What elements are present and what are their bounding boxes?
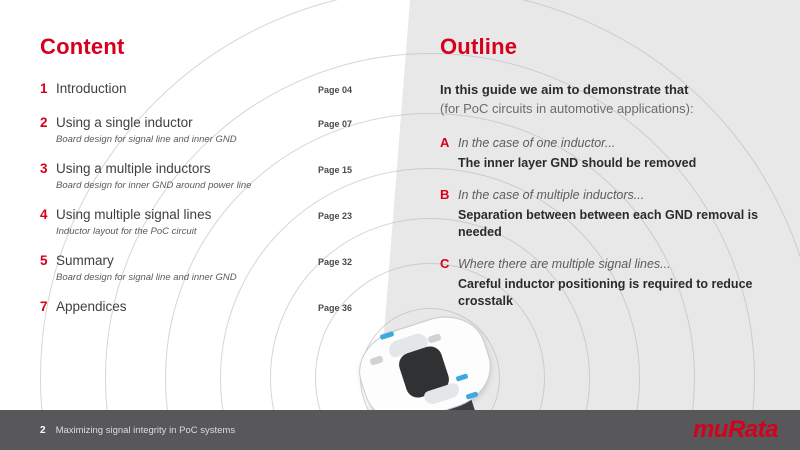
toc-number: 3 — [40, 161, 48, 176]
outline-section — [440, 34, 770, 324]
outline-item — [440, 255, 770, 310]
toc-label: Summary — [56, 253, 114, 268]
outline-lead: In the case of multiple inductors... — [458, 188, 645, 202]
toc-page: Page 15 — [318, 165, 353, 175]
toc-label: Appendices — [56, 299, 127, 314]
toc-label: Using a single inductor — [56, 115, 193, 130]
outline-lead: In the case of one inductor... — [458, 136, 616, 150]
outline-item — [440, 186, 770, 241]
footer-page-number: 2 — [40, 424, 46, 436]
outline-lead: Where there are multiple signal lines... — [458, 257, 671, 271]
toc-subtitle: Board design for inner GND around power line — [56, 180, 252, 191]
footer-bar — [0, 410, 800, 450]
outline-statement: Separation between between each GND removal is needed — [458, 208, 759, 239]
toc-label: Using a multiple inductors — [56, 161, 211, 176]
outline-statement: Careful inductor positioning is required to reduce crosstalk — [458, 277, 753, 308]
toc-page: Page 32 — [318, 257, 353, 267]
outline-letter: C — [440, 256, 450, 271]
toc-number: 7 — [40, 299, 48, 314]
toc-page: Page 36 — [318, 303, 353, 313]
toc-page: Page 07 — [318, 119, 353, 129]
outline-intro-bold: In this guide we aim to demonstrate that — [440, 82, 689, 97]
toc-number: 2 — [40, 115, 48, 130]
outline-letter: B — [440, 187, 450, 202]
toc-item[interactable] — [40, 298, 370, 318]
outline-title: Outline — [440, 34, 518, 59]
content-title: Content — [40, 34, 125, 59]
outline-letter: A — [440, 135, 450, 150]
toc-subtitle: Board design for signal line and inner GND — [56, 134, 237, 145]
toc-item[interactable] — [40, 206, 370, 238]
toc-item[interactable] — [40, 160, 370, 192]
outline-intro-light: (for PoC circuits in automotive applications): — [440, 101, 694, 116]
toc-item[interactable] — [40, 114, 370, 146]
content-section — [40, 34, 370, 332]
toc-page: Page 04 — [318, 85, 353, 95]
toc-label: Using multiple signal lines — [56, 207, 212, 222]
footer-title: Maximizing signal integrity in PoC systems — [55, 424, 236, 436]
toc-page: Page 23 — [318, 211, 353, 221]
outline-item — [440, 134, 770, 172]
toc-number: 5 — [40, 253, 48, 268]
toc-subtitle: Board design for signal line and inner GND — [56, 272, 237, 283]
toc-subtitle: Inductor layout for the PoC circuit — [56, 226, 197, 237]
murata-logo: muRata — [692, 416, 778, 443]
toc-item[interactable] — [40, 252, 370, 284]
toc-number: 4 — [40, 207, 48, 222]
car-illustration — [340, 315, 510, 425]
toc-label: Introduction — [56, 81, 127, 96]
toc-item[interactable] — [40, 80, 370, 100]
outline-statement: The inner layer GND should be removed — [458, 156, 697, 170]
toc-number: 1 — [40, 81, 48, 96]
